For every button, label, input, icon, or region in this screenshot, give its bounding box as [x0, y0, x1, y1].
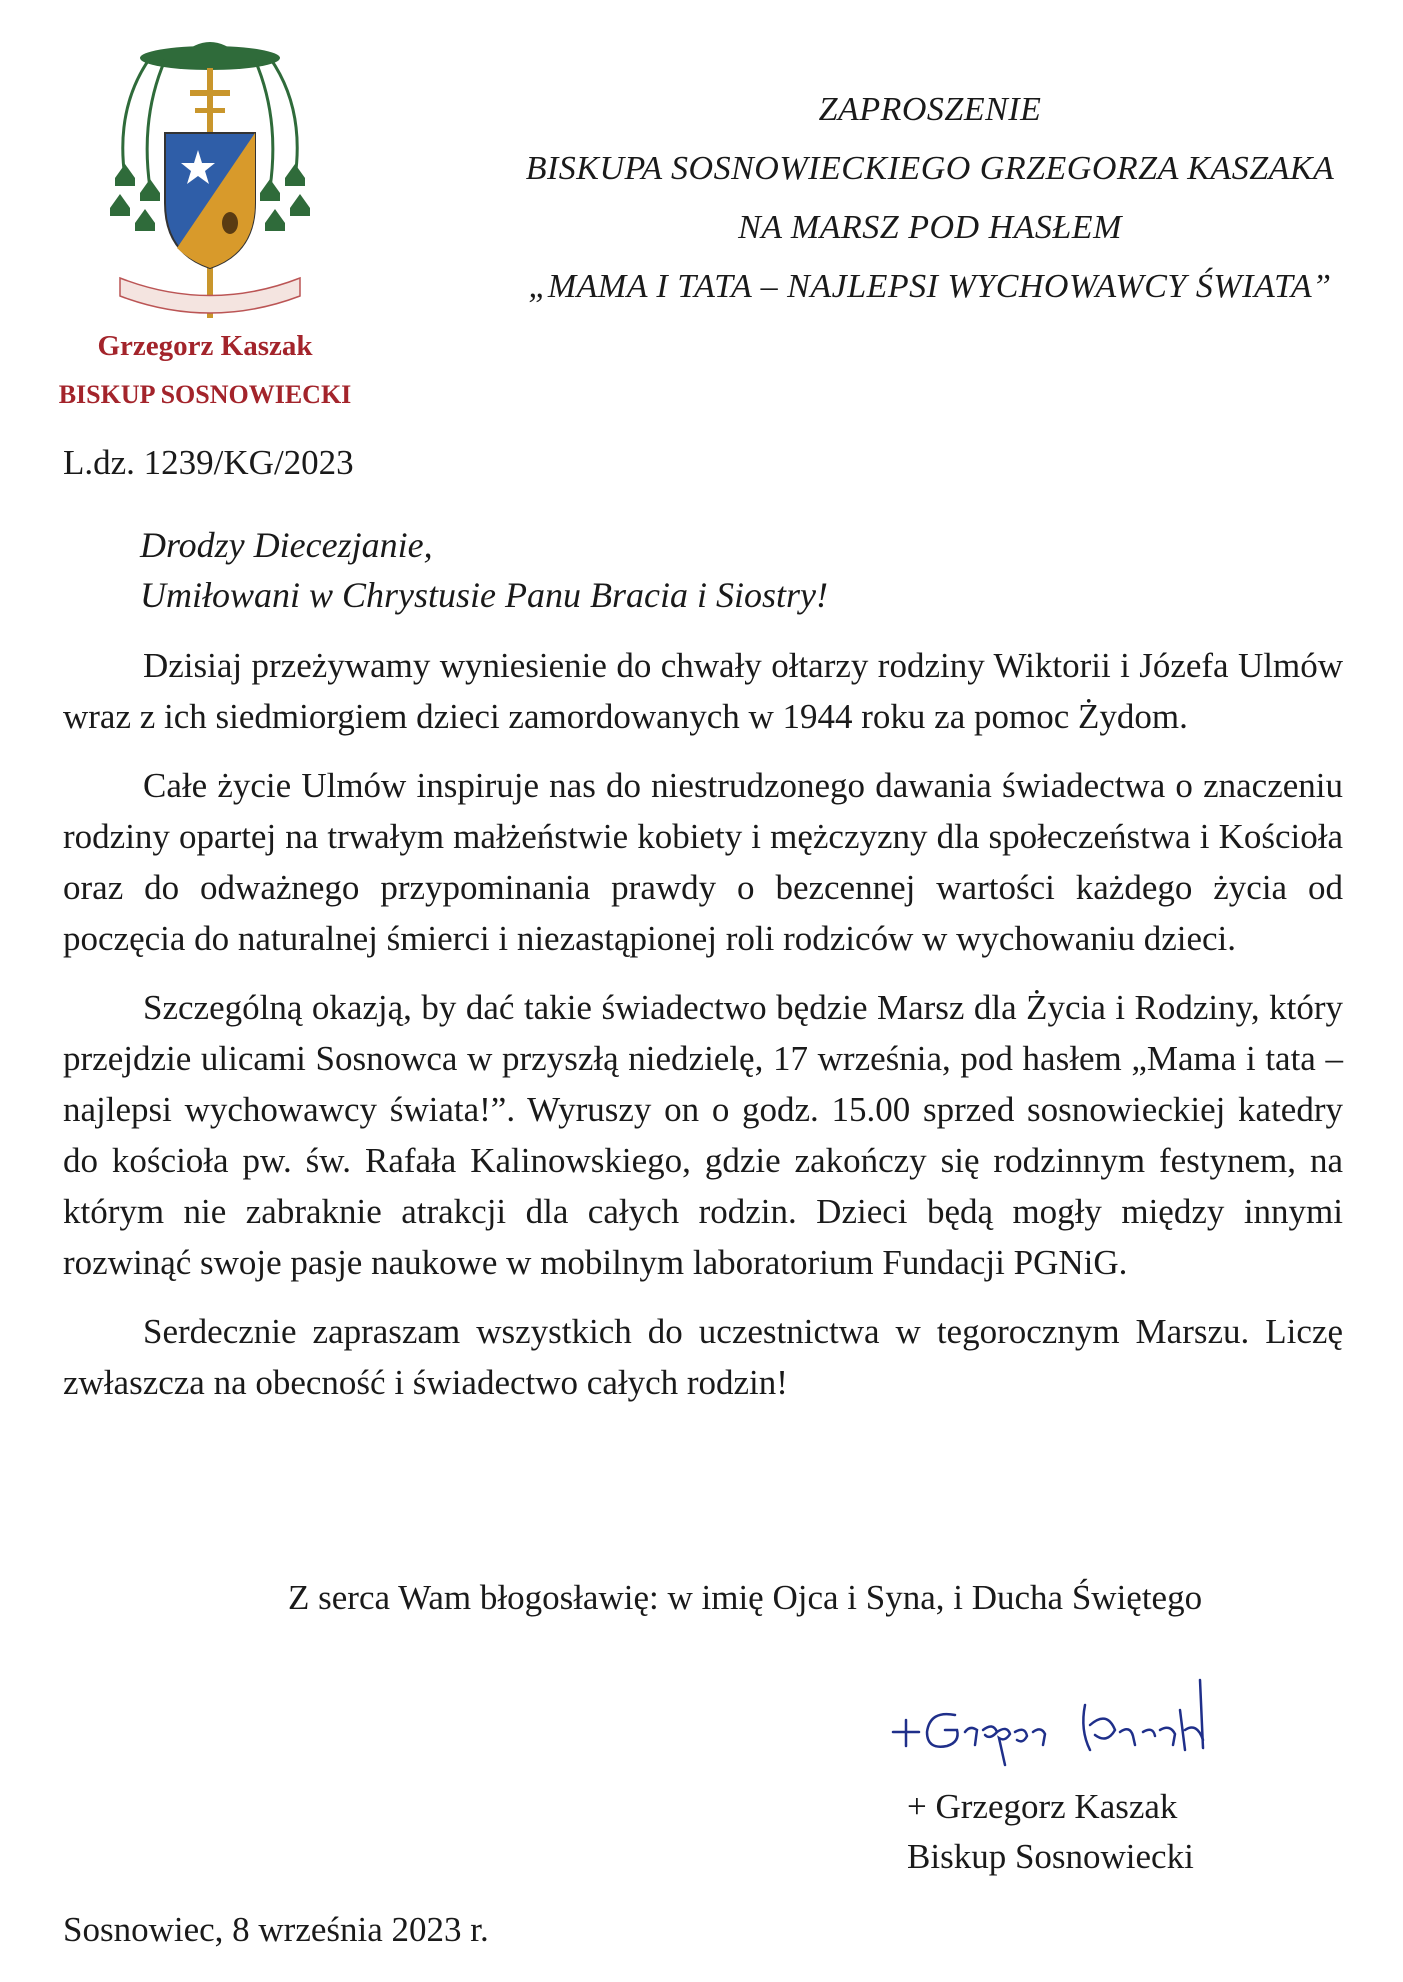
- coat-of-arms-image: [95, 28, 325, 328]
- letter-body: [63, 640, 1343, 1426]
- heading-line: ZAPROSZENIE: [818, 91, 1042, 128]
- body-paragraph: Dzisiaj przeżywamy wyniesienie do chwały ołtarzy rodziny Wiktorii i Józefa Ulmów wraz z ich siedmiorgiem dzieci zamordowanych w 1944 roku za pomoc Żydom.: [63, 646, 1343, 736]
- letterhead-name: Grzegorz Kaszak: [97, 330, 313, 362]
- handwritten-signature: [885, 1670, 1265, 1780]
- blessing: Z serca Wam błogosławię: w imię Ojca i Syna, i Ducha Świętego: [288, 1578, 1203, 1617]
- body-paragraph: Całe życie Ulmów inspiruje nas do niestrudzonego dawania świadectwa o znaczeniu rodziny opartej na trwałym małżeństwie kobiety i mężczyzny dla społeczeństwa i Kościoła oraz do odważnego przypominania prawdy o bezcennej wartości każdego życia od poczęcia do naturalnej śmierci i niezastąpionej roli rodziców w wychowaniu dzieci.: [63, 766, 1343, 958]
- letterhead-title: BISKUP SOSNOWIECKI: [58, 380, 352, 409]
- signatory-title: Biskup Sosnowiecki: [907, 1837, 1194, 1876]
- salutation-line: Umiłowani w Chrystusie Panu Bracia i Siostry!: [140, 575, 828, 615]
- heading-line: „MAMA I TATA – NAJLEPSI WYCHOWAWCY ŚWIATA”: [528, 268, 1332, 305]
- heading-line: BISKUPA SOSNOWIECKIEGO GRZEGORZA KASZAKA: [525, 150, 1335, 187]
- body-paragraph: Szczególną okazją, by dać takie świadectwo będzie Marsz dla Życia i Rodziny, który przejdzie ulicami Sosnowca w przyszłą niedzielę, 17 września, pod hasłem „Mama i tata – najlepsi wychowawcy świata!”. Wyruszy on o godz. 15.00 sprzed sosnowieckiej katedry do kościoła pw. św. Rafała Kalinowskiego, gdzie zakończy się rodzinnym festynem, na którym nie zabraknie atrakcji dla całych rodzin. Dzieci będą mogły między innymi rozwinąć swoje pasje naukowe w mobilnym laboratorium Fundacji PGNiG.: [63, 988, 1343, 1282]
- reference-number: L.dz. 1239/KG/2023: [63, 443, 354, 482]
- heading-line: NA MARSZ POD HASŁEM: [738, 209, 1122, 246]
- body-paragraph: Serdecznie zapraszam wszystkich do uczestnictwa w tegorocznym Marszu. Liczę zwłaszcza na obecność i świadectwo całych rodzin!: [63, 1312, 1343, 1402]
- salutation-line: Drodzy Diecezjanie,: [140, 525, 433, 565]
- place-and-date: Sosnowiec, 8 września 2023 r.: [63, 1910, 489, 1949]
- document-heading: [460, 80, 1400, 316]
- salutation: [140, 520, 828, 620]
- signatory-name: + Grzegorz Kaszak: [907, 1787, 1178, 1826]
